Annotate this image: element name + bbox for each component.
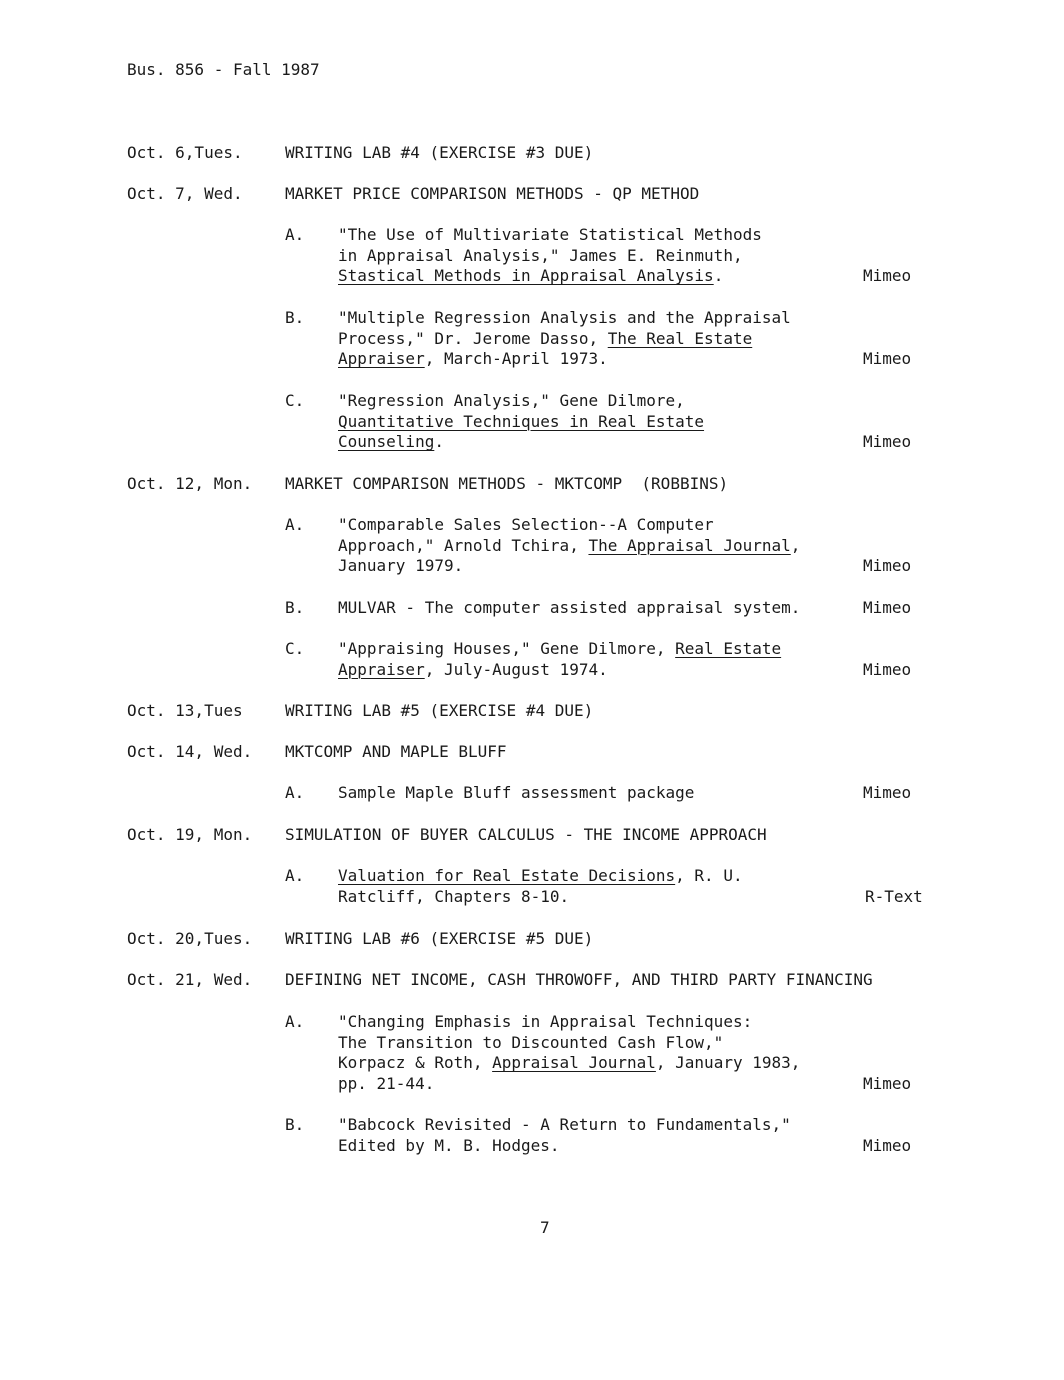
- reading-letter: A.: [285, 515, 305, 534]
- reading-letter: B.: [285, 1115, 305, 1134]
- citation-text: "Babcock Revisited - A Return to Fundamentals,": [338, 1115, 791, 1134]
- session-date: Oct. 6,Tues.: [127, 143, 243, 162]
- citation-text: Edited by M. B. Hodges.: [338, 1135, 560, 1155]
- reading-source: Mimeo: [863, 659, 912, 679]
- underlined-title: The Real Estate: [607, 328, 753, 348]
- reading-letter: A.: [285, 1012, 305, 1031]
- citation-text: "Comparable Sales Selection--A Computer: [338, 515, 714, 534]
- reading-source: Mimeo: [863, 1135, 912, 1155]
- session-date: Oct. 20,Tues.: [127, 929, 253, 948]
- citation-line: [338, 515, 800, 536]
- citation-line: [338, 266, 762, 287]
- citation-line: [338, 1053, 800, 1074]
- underlined-title: Stastical Methods in Appraisal Analysis: [338, 266, 714, 285]
- citation-text: , January 1983,: [655, 1053, 801, 1072]
- reading-letter: C.: [285, 639, 305, 658]
- session-topic: SIMULATION OF BUYER CALCULUS - THE INCOME APPROACH: [285, 825, 767, 844]
- citation-text: , March-April 1973.: [424, 349, 608, 368]
- citation-line: [338, 225, 762, 246]
- citation-line: [338, 349, 791, 370]
- citation-text: "The Use of Multivariate Statistical Methods: [338, 225, 762, 244]
- citation-line: [338, 556, 800, 577]
- reading-citation: [338, 391, 704, 453]
- citation-text: "Regression Analysis," Gene Dilmore,: [338, 391, 685, 410]
- session-topic: WRITING LAB #6 (EXERCISE #5 DUE): [285, 929, 594, 948]
- reading-citation: [338, 1012, 800, 1094]
- reading-citation: [338, 598, 800, 619]
- citation-line: [338, 536, 800, 557]
- citation-text: Process," Dr. Jerome Dasso,: [338, 328, 608, 348]
- session-date: Oct. 21, Wed.: [127, 970, 253, 989]
- reading-citation: [338, 225, 762, 287]
- reading-letter: C.: [285, 391, 305, 410]
- citation-text: in Appraisal Analysis," James E. Reinmuth,: [338, 245, 743, 265]
- citation-line: [338, 432, 704, 453]
- citation-line: [338, 246, 762, 267]
- citation-text: MULVAR - The computer assisted appraisal system.: [338, 598, 801, 617]
- citation-line: [338, 1012, 800, 1033]
- session-date: Oct. 7, Wed.: [127, 184, 243, 203]
- underlined-title: Appraisal Journal: [492, 1053, 656, 1072]
- session-date: Oct. 13,Tues: [127, 701, 243, 720]
- reading-source: Mimeo: [863, 266, 912, 285]
- citation-text: The Transition to Discounted Cash Flow,": [338, 1032, 724, 1052]
- page-number: 7: [540, 1218, 550, 1237]
- course-header: Bus. 856 - Fall 1987: [127, 60, 320, 79]
- underlined-title: Quantitative Techniques in Real Estate: [338, 411, 705, 431]
- reading-citation: [338, 308, 791, 370]
- underlined-title: The Appraisal Journal: [588, 535, 791, 555]
- citation-text: January 1979.: [338, 556, 464, 575]
- citation-line: [338, 1115, 791, 1136]
- citation-text: pp. 21-44.: [338, 1073, 435, 1093]
- reading-letter: B.: [285, 308, 305, 327]
- reading-source: Mimeo: [863, 783, 912, 802]
- reading-source: Mimeo: [863, 349, 912, 368]
- citation-line: [338, 412, 704, 433]
- citation-line: [338, 308, 791, 329]
- reading-letter: A.: [285, 225, 305, 244]
- reading-citation: [338, 866, 743, 907]
- reading-source: Mimeo: [863, 556, 912, 575]
- reading-citation: [338, 783, 694, 804]
- underlined-title: Appraiser: [338, 349, 425, 368]
- citation-text: Ratcliff, Chapters 8-10.: [338, 886, 570, 906]
- citation-line: [338, 391, 704, 412]
- session-topic: DEFINING NET INCOME, CASH THROWOFF, AND THIRD PARTY FINANCING: [285, 970, 873, 989]
- citation-text: "Changing Emphasis in Appraisal Techniques:: [338, 1012, 753, 1031]
- reading-letter: A.: [285, 866, 305, 885]
- citation-line: [338, 866, 743, 887]
- session-topic: MARKET PRICE COMPARISON METHODS - QP METHOD: [285, 184, 700, 203]
- reading-letter: B.: [285, 598, 305, 617]
- underlined-title: Valuation for Real Estate Decisions: [338, 866, 676, 885]
- session-topic: WRITING LAB #4 (EXERCISE #3 DUE): [285, 143, 594, 162]
- citation-text: .: [434, 432, 444, 451]
- reading-letter: A.: [285, 783, 305, 802]
- citation-line: [338, 660, 781, 681]
- reading-source: Mimeo: [863, 432, 912, 451]
- citation-line: [338, 598, 800, 619]
- citation-line: [338, 887, 743, 908]
- citation-text: ,: [790, 535, 801, 555]
- underlined-title: Counseling: [338, 432, 435, 451]
- session-topic: WRITING LAB #5 (EXERCISE #4 DUE): [285, 701, 594, 720]
- citation-line: [338, 783, 694, 804]
- reading-citation: [338, 1115, 791, 1156]
- citation-line: [338, 1136, 791, 1157]
- citation-text: Korpacz & Roth,: [338, 1053, 493, 1072]
- reading-source: Mimeo: [863, 1073, 912, 1093]
- session-date: Oct. 12, Mon.: [127, 474, 253, 493]
- citation-line: [338, 1033, 800, 1054]
- session-date: Oct. 19, Mon.: [127, 825, 253, 844]
- reading-citation: [338, 515, 800, 577]
- session-date: Oct. 14, Wed.: [127, 742, 253, 761]
- reading-citation: [338, 639, 781, 680]
- citation-text: "Appraising Houses," Gene Dilmore,: [338, 639, 676, 658]
- citation-line: [338, 329, 791, 350]
- citation-line: [338, 639, 781, 660]
- underlined-title: Appraiser: [338, 659, 425, 679]
- reading-source: R-Text: [865, 886, 923, 906]
- citation-text: Approach," Arnold Tchira,: [338, 535, 589, 555]
- session-topic: MKTCOMP AND MAPLE BLUFF: [285, 742, 507, 761]
- citation-text: "Multiple Regression Analysis and the Appraisal: [338, 308, 791, 327]
- citation-line: [338, 1074, 800, 1095]
- underlined-title: Real Estate: [675, 639, 782, 658]
- citation-text: .: [713, 266, 724, 285]
- citation-text: , R. U.: [675, 866, 743, 885]
- citation-text: , July-August 1974.: [424, 659, 608, 679]
- citation-text: Sample Maple Bluff assessment package: [338, 783, 695, 802]
- reading-source: Mimeo: [863, 598, 912, 617]
- session-topic: MARKET COMPARISON METHODS - MKTCOMP (ROBBINS): [285, 474, 729, 493]
